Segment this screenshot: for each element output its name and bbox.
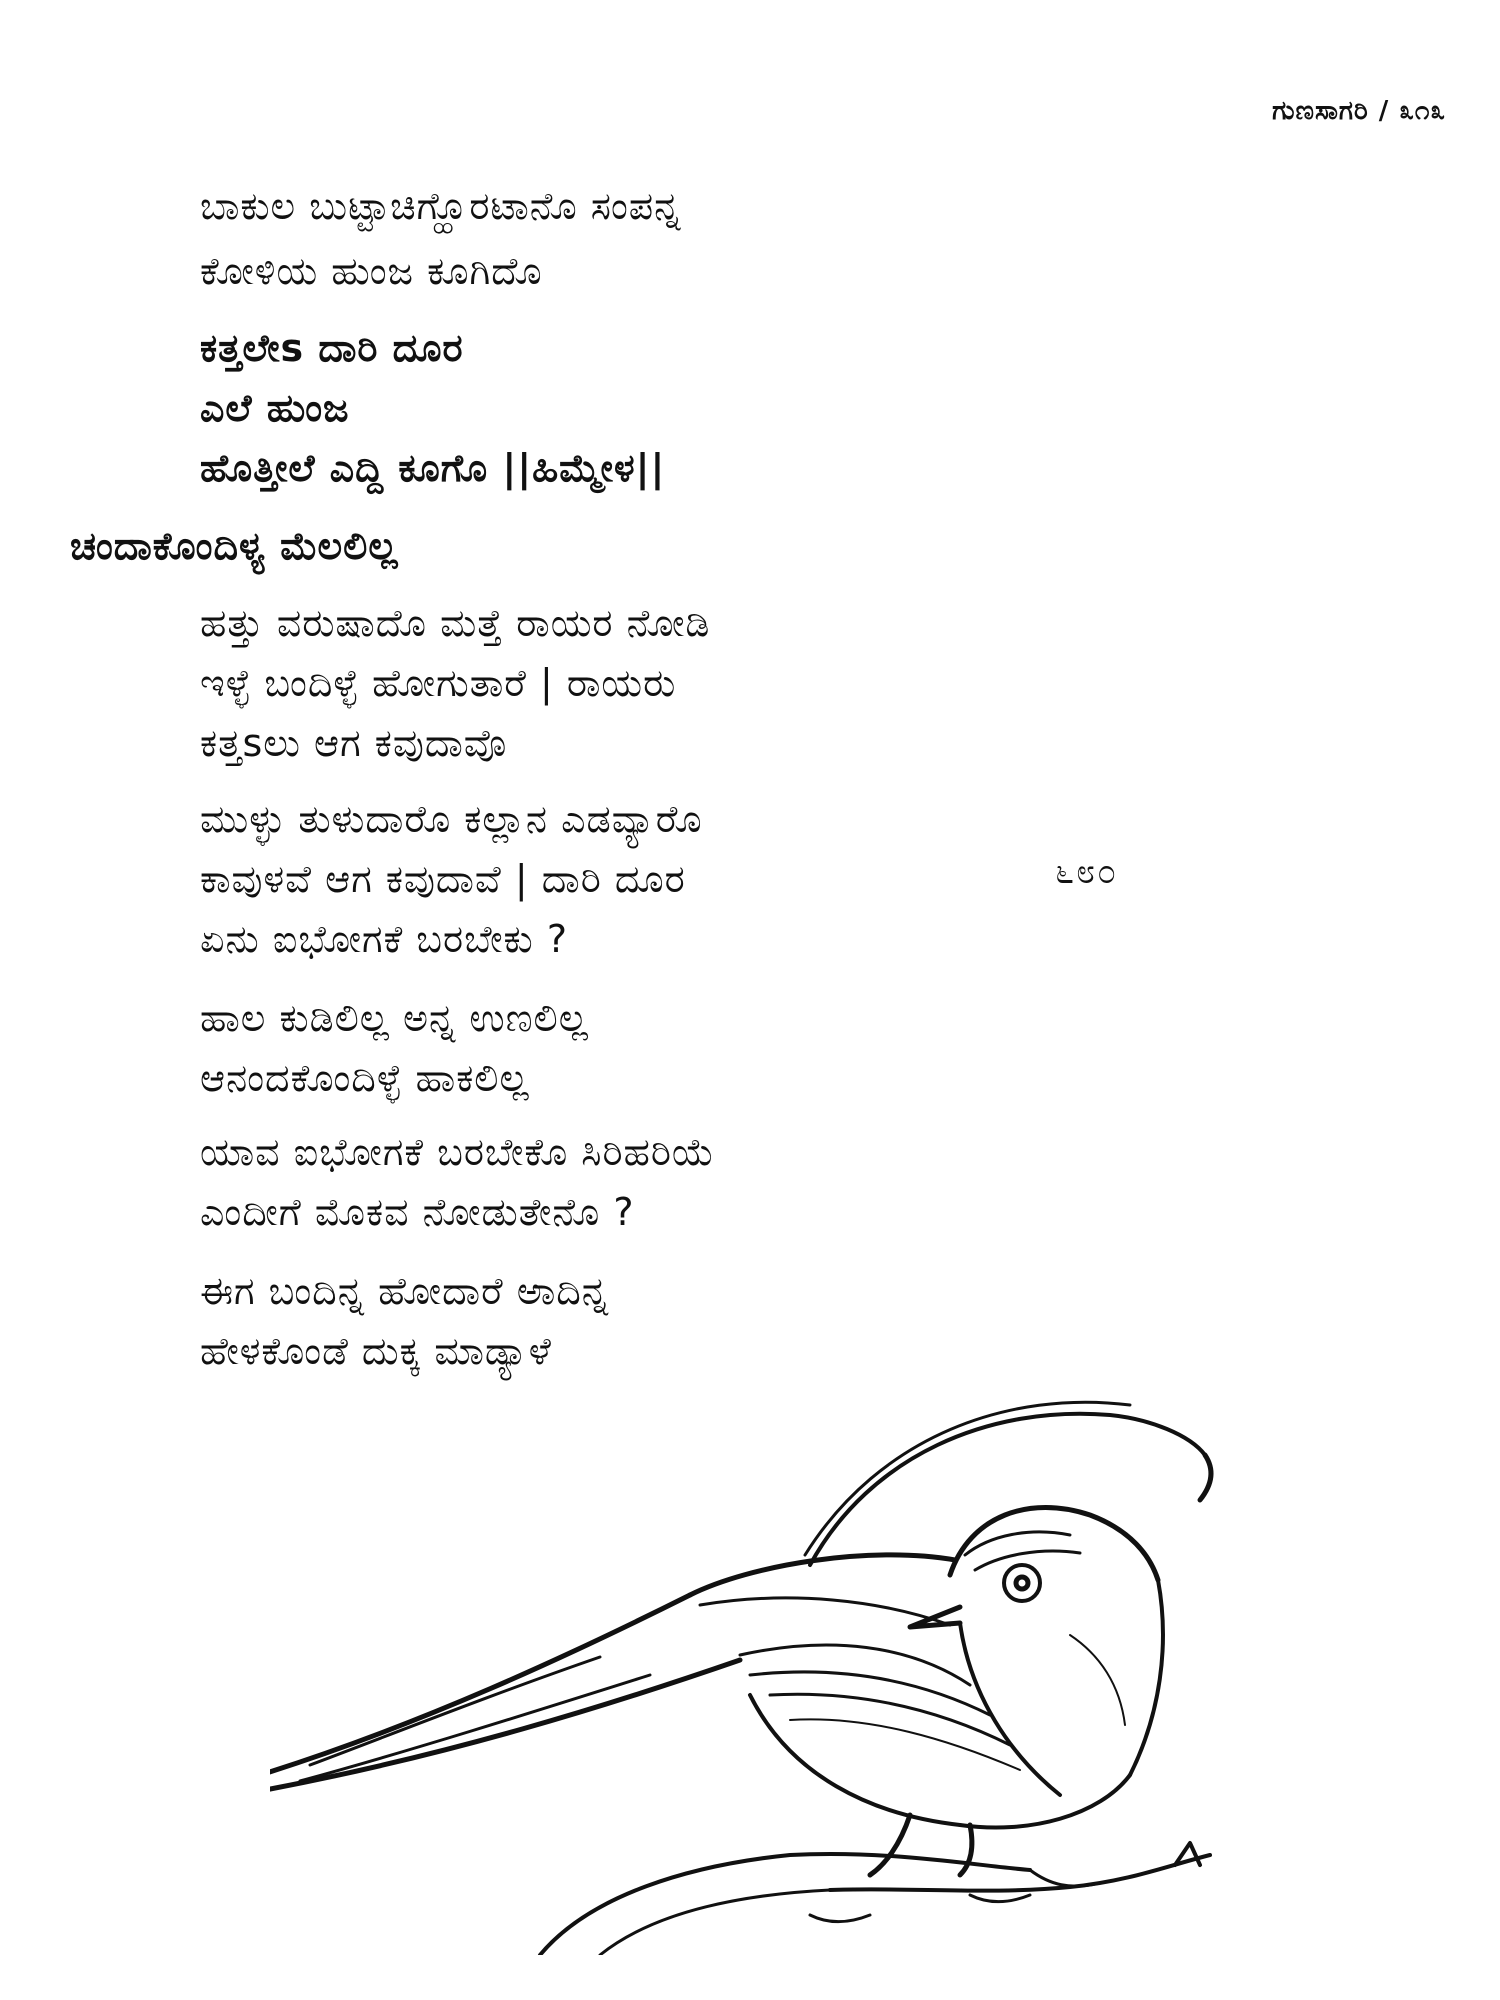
verse-line-17: ಈಗ ಬಂದಿನ್ನ ಹೋದಾರೆ ಅಾದಿನ್ನ <box>200 1269 610 1313</box>
verse-line-7: ಹತ್ತು ವರುಷಾದೊ ಮತ್ತೆ ರಾಯರ ನೋಡಿ <box>200 601 711 645</box>
verse-line-9: ಕತ್ತsಲು ಆಗ ಕವುದಾವೊ <box>200 721 508 765</box>
verse-line-10: ಮುಳ್ಳು ತುಳುದಾರೊ ಕಲ್ಲಾನ ಎಡವ್ಯಾರೊ <box>200 797 703 841</box>
verse-line-8: ಇಳ್ಳೆ ಬಂದಿಳ್ಳೆ ಹೋಗುತಾರೆ | ರಾಯರು <box>200 661 677 705</box>
verse-line-15: ಯಾವ ಐಭೋಗಕೆ ಬರಬೇಕೊ ಸಿರಿಹರಿಯೆ <box>200 1130 716 1174</box>
verse-line-2: ಕೋಳಿಯ ಹುಂಜ ಕೂಗಿದೊ <box>200 249 543 293</box>
verse-line-14: ಆನಂದಕೊಂದಿಳ್ಳೆ ಹಾಕಲಿಲ್ಲ <box>200 1056 530 1100</box>
verse-line-5: ಹೊತ್ತೀಲೆ ಎದ್ದಿ ಕೂಗೊ ||ಹಿಮ್ಮೇಳ|| <box>200 446 666 490</box>
verse-line-3: ಕತ್ತಲೇs ದಾರಿ ದೂರ <box>200 326 464 370</box>
verse-line-18: ಹೇಳಕೊಂಡೆ ದುಕ್ಕ ಮಾಡ್ಯಾಳೆ <box>200 1329 552 1373</box>
verse-line-1: ಬಾಕುಲ ಬುಟ್ಟಾಚಿಗ್ಹೊರಟಾನೊ ಸಂಪನ್ನ <box>200 184 682 228</box>
verse-line-11: ಕಾವುಳವೆ ಆಗ ಕವುದಾವೆ | ದಾರಿ ದೂರ <box>200 857 686 901</box>
verse-line-13: ಹಾಲ ಕುಡಿಲಿಲ್ಲ ಅನ್ನ ಉಣಲಿಲ್ಲ <box>200 996 589 1040</box>
verse-line-6: ಚಂದಾಕೊಂದಿಳ್ಯ ಮೆಲಲಿಲ್ಲ <box>70 524 399 568</box>
verse-line-4: ಎಲೆ ಹುಂಜ <box>200 386 350 430</box>
verse-line-16: ಎಂದೀಗೆ ಮೊಕವ ನೋಡುತೇನೊ ? <box>200 1190 635 1234</box>
bird-sketch-icon <box>270 1395 1290 1955</box>
running-head: ಗುಣಸಾಗರಿ / ೩೧೩ <box>1272 96 1446 126</box>
line-number: ೬೮೦ <box>1055 852 1119 892</box>
verse-line-12: ಏನು ಐಭೋಗಕೆ ಬರಬೇಕು ? <box>200 917 568 961</box>
